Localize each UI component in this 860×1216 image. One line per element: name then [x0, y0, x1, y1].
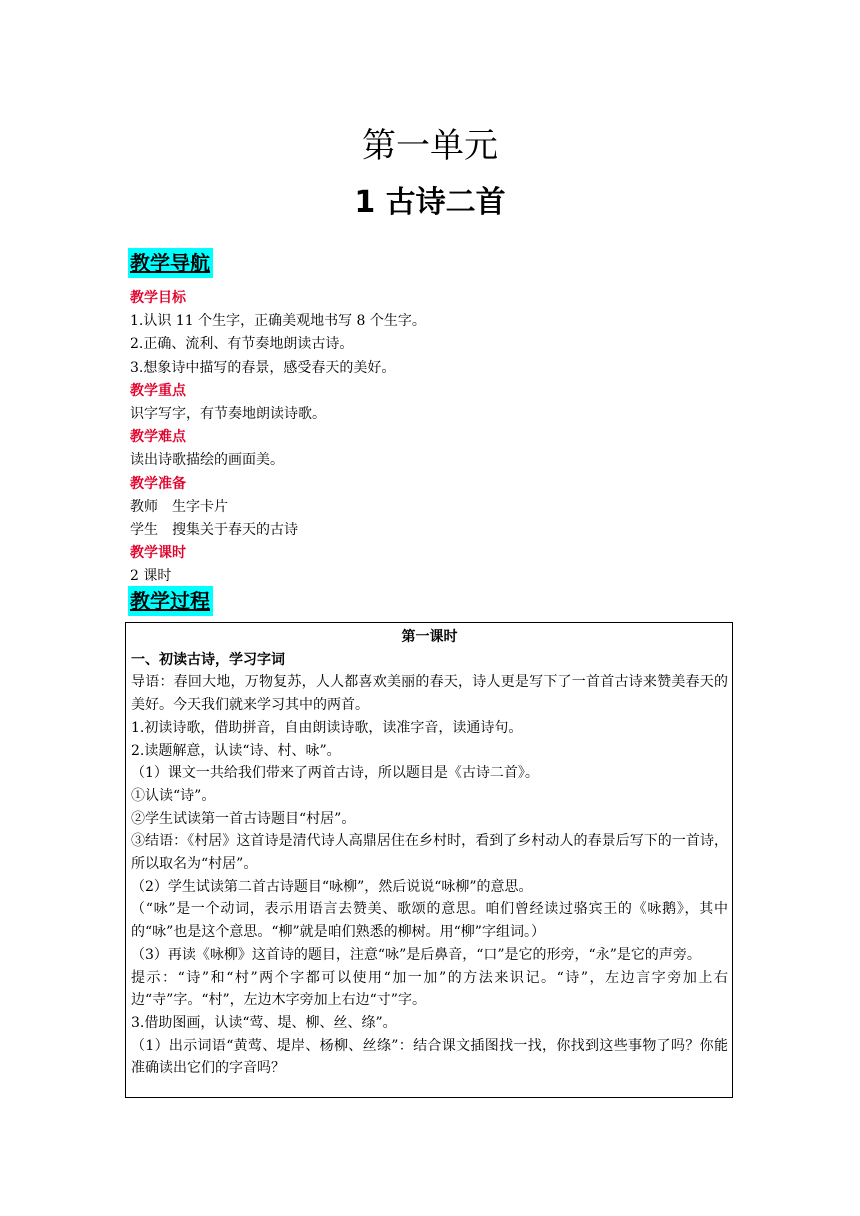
paragraph: （1）出示词语“黄莺、堤岸、杨柳、丝绦”：结合课文插图找一找，你找到这些事物了吗？你能准确读出它们的字音吗？ — [131, 1037, 728, 1077]
unit-title: 第一单元 — [362, 126, 498, 166]
preparation-item: 学生 搜集关于春天的古诗 — [130, 522, 298, 539]
key-points-label: 教学重点 — [130, 382, 186, 399]
period-title: 第一课时 — [401, 629, 458, 645]
objective-item: 1.认识 11 个生字，正确美观地书写 8 个生字。 — [130, 313, 426, 330]
paragraph: 导语：春回大地，万物复苏，人人都喜欢美丽的春天，诗人更是写下了一首首古诗来赞美春天的美好。今天我们就来学习其中的两首。 — [131, 674, 728, 714]
teaching-guide-heading: 教学导航 — [128, 248, 213, 278]
teaching-guide-section — [130, 287, 750, 589]
difficulties-text: 读出诗歌描绘的画面美。 — [130, 452, 284, 469]
key-points-text: 识字写字，有节奏地朗读诗歌。 — [130, 406, 326, 423]
objective-item: 2.正确、流利、有节奏地朗读古诗。 — [130, 336, 354, 353]
paragraph: 3.借助图画，认读“莺、堤、柳、丝、绦”。 — [131, 1014, 397, 1031]
paragraph: 提示：“诗”和“村”两个字都可以使用“加一加”的方法来识记。“诗”，左边言字旁加上右边“寺”字。“村”，左边木字旁加上右边“寸”字。 — [131, 969, 728, 1009]
preparation-item: 教师 生字卡片 — [130, 498, 228, 515]
objectives-label: 教学目标 — [130, 290, 186, 306]
paragraph: ③结语：《村居》这首诗是清代诗人高鼎居住在乡村时，看到了乡村动人的春景后写下的一首诗，所以取名为“村居”。 — [131, 833, 728, 873]
paragraph: （2）学生试读第二首古诗题目“咏柳”，然后说说“咏柳”的意思。 — [131, 878, 533, 895]
objective-item: 3.想象诗中描写的春景，感受春天的美好。 — [130, 359, 396, 376]
lesson-title: 1 古诗二首 — [354, 185, 506, 220]
paragraph: 1.初读诗歌，借助拼音，自由朗读诗歌，读准字音，读通诗句。 — [131, 719, 523, 736]
paragraph: 2.读题解意，认读“诗、村、咏”。 — [131, 742, 341, 759]
teaching-process-heading: 教学过程 — [128, 586, 213, 616]
paragraph: （“咏”是一个动词，表示用语言去赞美、歌颂的意思。咱们曾经读过骆宾王的《咏鹅》，其中的“咏”也是这个意思。“柳”就是咱们熟悉的柳树。用“柳”字组词。） — [131, 901, 728, 941]
lesson-plan-table — [125, 622, 733, 1098]
periods-text: 2 课时 — [130, 568, 172, 585]
preparation-label: 教学准备 — [130, 475, 186, 492]
paragraph: ②学生试读第一首古诗题目“村居”。 — [131, 810, 356, 827]
paragraph: （3）再读《咏柳》这首诗的题目，注意“咏”是后鼻音，“口”是它的形旁，“永”是它的声旁。 — [131, 946, 701, 963]
difficulties-label: 教学难点 — [130, 429, 186, 446]
section-heading: 一、初读古诗，学习字词 — [131, 651, 285, 668]
paragraph: ①认读“诗”。 — [131, 787, 216, 804]
paragraph: （1）课文一共给我们带来了两首古诗，所以题目是《古诗二首》。 — [131, 765, 539, 782]
periods-label: 教学课时 — [130, 545, 186, 562]
